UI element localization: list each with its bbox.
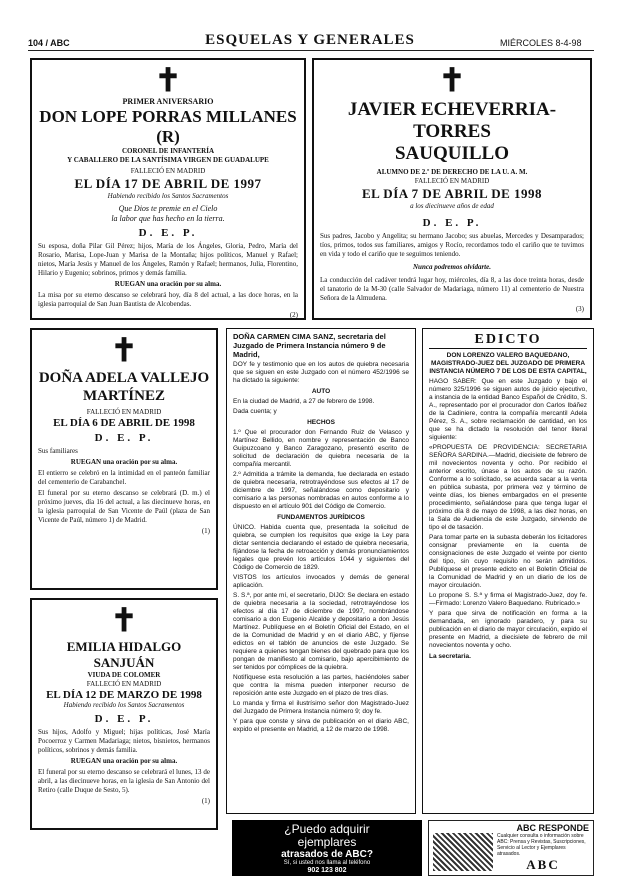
issue-date: MIÉRCOLES 8-4-98 — [500, 38, 582, 48]
abc-logo: ABC — [526, 857, 560, 872]
section-title: ESQUELAS Y GENERALES — [205, 32, 415, 48]
cross-icon: ✝ — [110, 602, 138, 638]
ad-line-4: Sí, si usted nos llama al teléfono — [283, 860, 371, 866]
cross-icon: ✝ — [110, 332, 138, 368]
obituary-emilia — [30, 598, 218, 830]
judge-line: DON LORENZO VALERO BAQUEDANO, MAGISTRADO-JUEZ DEL JUZGADO DE PRIMERA INSTANCIA NÚMERO 7 DE LOS DE ESTA CAPITAL, — [429, 352, 587, 375]
died-in: FALLECIÓ EN MADRID — [86, 680, 162, 688]
legal-title: DOÑA CARMEN CIMA SANZ, secretaria del Juzgado de Primera Instancia número 9 de Madrid, — [233, 332, 386, 359]
ref-number: (2) — [289, 311, 298, 319]
auto-heading: AUTO — [311, 388, 331, 395]
obituary-javier — [312, 58, 592, 320]
notify-text: Notifíquese esta resolución a las partes, haciéndoles saber que contra la misma pueden interponer recurso de reposición ante este Juzgado en el plazo de tres días. — [233, 674, 409, 697]
died-in: FALLECIÓ EN MADRID — [130, 167, 206, 175]
funeral-text: El funeral por su eterno descanso se celebrará (D. m.) el próximo jueves, día 16 del actual, a las diecinueve horas, en la iglesia parroquial de San Vicente de Paúl (plaza de San Vicente de Paúl, número 1) de Madrid. — [38, 489, 210, 524]
ref-number: (3) — [575, 305, 584, 313]
header-rule — [28, 50, 594, 51]
firm-text: Lo manda y firma el ilustrísimo señor don Magistrado-Juez del Juzgado de Primera Instancia número 9; doy fe. — [233, 700, 409, 715]
family-text: Sus familiares — [38, 447, 78, 455]
cross-icon: ✝ — [438, 62, 466, 98]
role-line: ALUMNO DE 2.º DE DERECHO DE LA U. A. M. — [376, 168, 528, 176]
fundamento-1: ÚNICO. Habida cuenta que, presentada la solicitud de quiebra, se cumplen los requisitos que exige la Ley para dictar sentencia declarando el estado de quiebra necesaria, fijándose la fecha de retroacción y demás pronunciamientos legales que prevén los artículos 1044 y siguientes del Código de Comercio de 1829. — [233, 524, 409, 571]
fundamentos-heading: FUNDAMENTOS JURÍDICOS — [277, 514, 365, 521]
family-text: Sus hijos, Adolfo y Miguel; hijas políticas, José María Pocoerroz y Carmen Madariaga; nietos, bisnietos, hermanos políticos, sobrinos y demás familia. — [38, 728, 210, 754]
deceased-name: DON LOPE PORRAS MILLANES (R) — [39, 107, 297, 146]
deceased-surname: MARTÍNEZ — [83, 388, 165, 404]
ruegan-text: RUEGAN una oración por su alma. — [70, 757, 178, 765]
death-date: EL DÍA 12 DE MARZO DE 1998 — [46, 689, 202, 701]
dep-label: D. E. P. — [94, 432, 154, 444]
widow-line: VIUDA DE COLOMER — [87, 671, 161, 679]
sacraments: Habiendo recibido los Santos Sacramentos — [63, 701, 185, 709]
anniversary-label: PRIMER ANIVERSARIO — [122, 97, 214, 106]
deceased-surname: SAUQUILLO — [394, 143, 510, 164]
ad-back-issues — [232, 820, 422, 876]
sacraments: Habiendo recibido los Santos Sacramentos — [107, 192, 229, 200]
vistos-text: VISTOS los artículos invocados y demás de general aplicación. — [233, 574, 409, 589]
quote-line: Que Dios te premie en el Cielo — [118, 204, 218, 213]
hechos-heading: HECHOS — [307, 419, 335, 426]
edicto-title: EDICTO — [429, 332, 587, 349]
cross-icon: ✝ — [154, 62, 182, 98]
dep-label: D. E. P. — [94, 713, 154, 725]
conditions-text: Para tomar parte en la subasta deberán los licitadores consignar previamente en la cuenta de consignaciones de este Juzgado el veinte por ciento del tipo, sin cuyo requisito no serán admitidos. Publíquese el presente edicto en el Boletín Oficial de la Comunidad de Madrid y en un diario de los de mayor circulación. — [429, 534, 587, 589]
death-date: EL DÍA 17 DE ABRIL DE 1997 — [74, 176, 262, 191]
deceased-name: DOÑA ADELA VALLEJO — [38, 370, 210, 386]
ad-phone: 902 123 802 — [307, 867, 347, 874]
dispongo-text: S. S.ª, por ante mí, el secretario, DIJO: Se declara en estado de quiebra necesaria a la sociedad, retrotrayéndose los efectos al día 17 de diciembre de 1997, nombrándose comisario a don Eugenio Alcalde y depositario a don Jesús Martínez. Publíquese en el Boletín Oficial del Estado, en el de la Comunidad de Madrid y en el diario ABC, y fíjense edictos en el tablón de anuncios de este Juzgado. Se requiere a quienes tengan bienes del quebrado para que los pongan de manifiesto al comisario, bajo apercibimiento de ser tenidos por cómplices de la quiebra. — [233, 592, 409, 671]
hago-saber: HAGO SABER: Que en este Juzgado y bajo el número 325/1996 se siguen autos de juicio ejecutivo, a instancia de la entidad Banco Español de Crédito, S. A., representado por el procurador don Carlos Ibáñez de la Cadiniere, contra la compañía mercantil Adela Pérez, S. A., sobre reclamación de cantidad, en los que se ha dictado la resolución del tenor literal siguiente: — [429, 378, 587, 441]
mass-text: La misa por su eterno descanso se celebrará hoy, día 8 del actual, a las doce horas, en la iglesia parroquial de San Juan Bautista de Alcobendas. — [38, 291, 298, 308]
death-date: EL DÍA 7 DE ABRIL DE 1998 — [361, 186, 543, 201]
legal-notice — [226, 328, 416, 814]
hecho-2: 2.º Admitida a trámite la demanda, fue declarada en estado de quiebra necesaria, retrotrayéndose sus efectos al 17 de diciembre de 1997, señalándose como depositario y comisario a las personas nombradas en autos conforme a lo dispuesto en el artículo 901 del Código de Comercio. — [233, 471, 409, 510]
legal-place: En la ciudad de Madrid, a 27 de febrero de 1998. — [233, 398, 375, 405]
legal-close: Y para que conste y sirva de publicación en el diario ABC, expido el presente en Madrid, a 12 de marzo de 1998. — [233, 718, 409, 733]
never-forget: Nunca podremos olvidarte. — [413, 263, 491, 271]
ad-line-2: ejemplares — [297, 835, 357, 849]
ruegan-text: RUEGAN una oración por su alma. — [114, 280, 222, 288]
edicto-close: Y para que sirva de notificación en forma a la demandada, en ignorado paradero, y para su publicación en el diario de mayor circulación, expido el presente en Madrid, a diecisiete de febrero de mil novecientos noventa y ocho. — [429, 610, 587, 649]
ref-number: (1) — [201, 797, 210, 805]
hecho-1: 1.º Que el procurador don Fernando Ruiz de Velasco y Martínez Bellido, en nombre y representación de Banco Guipuzcoano y Banco Zaragozano, presentó escrito de solicitud de declaración de quiebra necesaria de la compañía mercantil. — [233, 429, 409, 468]
ad-line-3: atrasados de ABC? — [281, 849, 373, 860]
newspaper-image — [433, 833, 493, 871]
family-text: Su esposa, doña Pilar Gil Pérez; hijos, María de los Ángeles, Gloria, Pedro, María del Rosario, Marisa, Lope-Juan y Marisa de la Montaña; hijos políticos, Manuel y Rafael; nietos, María Jesús y Manuel de los Ángeles, Ramón y Rafael; hermanos, Julia, Florentino, Hilario y Eugenio; sobrinos, primos y demás familia. — [38, 242, 298, 277]
providencia-text: «PROPUESTA DE PROVIDENCIA: SECRETARIA SEÑORA SARDINA.—Madrid, diecisiete de febrero de mil novecientos noventa y ocho. Por recibido el anterior escrito, únase a los autos de su razón. Conforme a lo solicitado, se acuerda sacar a la venta en pública subasta, por primera vez y término de veinte días, los bienes embargados en el presente procedimiento, señalándose para que tenga lugar el próximo día 8 de mayo de 1998, a las diez horas, en la Sala de Audiencia de este Juzgado, sirviendo de tipo el de tasación. — [429, 444, 587, 531]
ad-line-1: ¿Puedo adquirir — [284, 822, 370, 836]
ref-number: (1) — [201, 527, 210, 535]
burial-notice: El entierro se celebró en la intimidad en el panteón familiar del cementerio de Carabanchel. — [38, 469, 210, 486]
ad-abc-responde — [428, 820, 594, 876]
obituary-lope — [30, 58, 306, 320]
sign-text: Lo propone S. S.ª y firma el Magistrado-Juez, doy fe.—Firmado: Lorenzo Valero Baquedano. Rubricado.» — [429, 592, 587, 607]
dep-label: D. E. P. — [422, 217, 482, 229]
ad-responde-title: ABC RESPONDE — [516, 823, 589, 833]
legal-intro: DOY fe y testimonio que en los autos de quiebra necesaria que se siguen en este Juzgado con el número 452/1996 se ha dictado la siguiente: — [233, 361, 409, 384]
dep-label: D. E. P. — [138, 227, 198, 239]
edicto-notice — [422, 328, 594, 814]
burial-text: La conducción del cadáver tendrá lugar hoy, miércoles, día 8, a las doce treinta horas, desde el tanatorio de la M-30 (calle Salvador de Madariaga, número 11) al cementerio de Nuestra Señora de la Almudena. — [320, 276, 584, 302]
rank-line: CORONEL DE INFANTERÍA — [121, 147, 215, 155]
rank-line-2: Y CABALLERO DE LA SANTÍSIMA VIRGEN DE GUADALUPE — [67, 156, 269, 164]
ad-responde-text: Cualquier consulta o información sobre ABC: Prensa y Revistas, Suscripciones, Servicio al Lector y Ejemplares atrasados. — [497, 833, 586, 857]
quote-line-2: la labor que has hecho en la tierra. — [111, 214, 225, 223]
page-number: 104 / ABC — [28, 38, 70, 48]
died-in: FALLECIÓ EN MADRID — [86, 408, 162, 416]
deceased-name: JAVIER ECHEVERRIA-TORRES — [347, 99, 557, 142]
legal-given: Dada cuenta; y — [233, 408, 277, 415]
death-date: EL DÍA 6 DE ABRIL DE 1998 — [53, 417, 195, 429]
secretary-sign: La secretaria. — [429, 653, 471, 660]
family-text: Sus padres, Jacobo y Angelita; su hermano Jacobo; sus abuelas, Mercedes y Desamparados; tíos, primos, todos sus familiares, amigos y Rocío, recordamos todo el cariño que te tuvimos en vida y todo el cariño que te seguimos teniendo. — [320, 232, 584, 258]
funeral-text: El funeral por su eterno descanso se celebrará el lunes, 13 de abril, a las diecinueve horas, en la iglesia de San Antonio del Retiro (calle Duque de Sesto, 5). — [38, 768, 210, 794]
deceased-name: EMILIA HIDALGO SANJUÁN — [66, 639, 182, 670]
ruegan-text: RUEGAN una oración por su alma. — [70, 458, 178, 466]
obituary-adela — [30, 328, 218, 590]
age-line: a los diecinueve años de edad — [410, 202, 494, 210]
died-in: FALLECIÓ EN MADRID — [414, 177, 490, 185]
